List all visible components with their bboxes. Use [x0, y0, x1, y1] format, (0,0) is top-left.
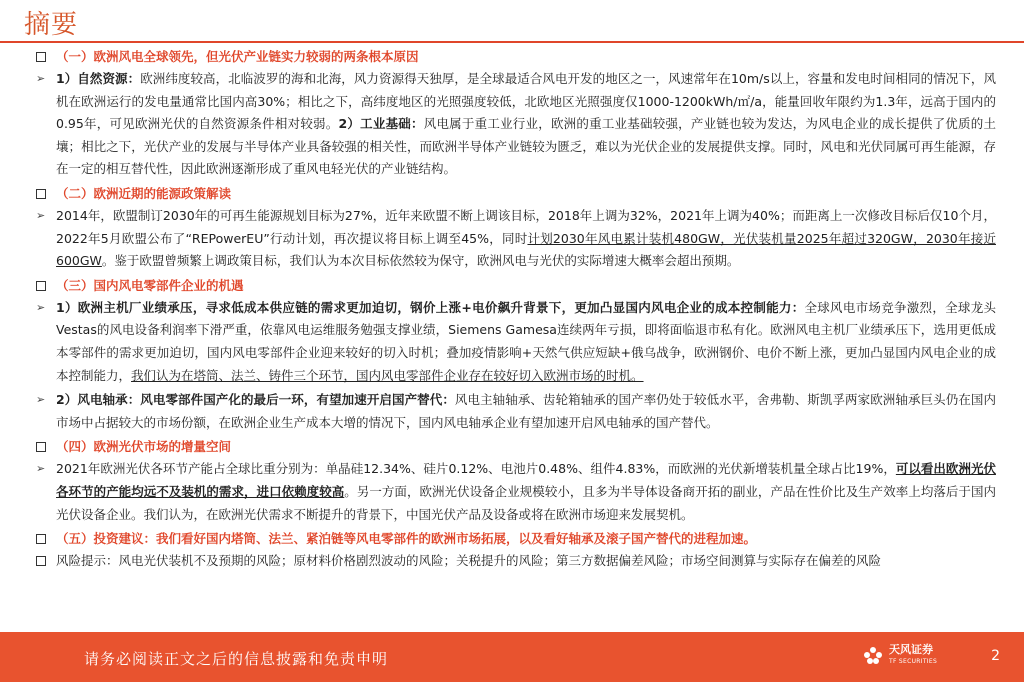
logo-cn: 天风证券 [889, 643, 933, 656]
disclaimer-text: 请务必阅读正文之后的信息披露和免责申明 [84, 650, 389, 668]
text-industry-base: 风电属于重工业行业，欧洲的重工业基础较强，产业链也较为发达，为风电企业的成长提供了优质的土壤；相比之下，光伏产业的发展与半导体产业具备较强的相关性，而欧洲半导体产业链较为匮乏，难以为光伏企业的发展提供支撑。同时，风电和光伏同属可再生能源，存在一定的相互替代性，因此欧洲逐渐形成了重风电轻光伏的产业链结构。 [56, 116, 996, 177]
text-oem-underlined: 我们认为在塔筒、法兰、铸件三个环节，国内风电零部件企业存在较好切入欧洲市场的时机。 [131, 367, 644, 383]
text-policy-a: 2014年，欧盟制订2030年的可再生能源规划目标为27%，近年来欧盟不断上调该目标，2018年上调为32%，2021年上调为40%；而距离上一次修改目标后仅10个月，2022年5月欧盟公布了“REPowerEU”行动计划，再次提议将目标上调至45%，同时 [56, 207, 996, 246]
arrow-bullet-icon: ➢ [36, 72, 46, 85]
paragraph-policy [36, 205, 996, 273]
risk-text-wrap [56, 550, 881, 572]
summary-content [36, 46, 996, 572]
subhead-bearings: 2）风电轴承：风电零部件国产化的最后一环，有望加速开启国产替代： [56, 392, 455, 408]
paragraph-text [56, 297, 996, 387]
text-bearings: 风电主轴轴承、齿轮箱轴承的国产率仍处于较低水平，舍弗勒、斯凯孚两家欧洲轴承巨头仍在国内市场中占据较大的市场份额，在欧洲企业生产成本大增的情况下，国内风电轴承企业有望加速开启风电轴承的国产替代。 [56, 392, 996, 430]
text-pv-c: 。另一方面，欧洲光伏设备企业规模较小，且多为半导体设备商开拓的副业，产品在性价比及生产效率上均落后于国内光伏设备企业。我们认为，在欧洲光伏需求不断提升的背景下，中国光伏产品及设备或将在欧洲市场迎来发展契机。 [56, 483, 996, 522]
text-pv-underlined: 可以看出欧洲光伏各环节的产能均远不及装机的需求，进口依赖度较高 [56, 461, 996, 499]
page-title: 摘要 [24, 10, 79, 40]
risk-notice [36, 550, 996, 572]
square-bullet-icon [36, 189, 46, 199]
risk-text: 风电光伏装机不及预期的风险；原材料价格剧烈波动的风险；关税提升的风险；第三方数据偏差风险；市场空间测算与实际存在偏差的风险 [118, 553, 882, 569]
section-heading-text: （一）欧洲风电全球领先，但光伏产业链实力较弱的两条根本原因 [56, 49, 419, 64]
subhead-industry-base: 2）工业基础： [338, 116, 424, 132]
subhead-natural-resources: 1）自然资源： [56, 71, 141, 86]
section-heading-text: （五）投资建议：我们看好国内塔筒、法兰、紧泊链等风电零部件的欧洲市场拓展，以及看好轴承及滚子国产替代的进程加速。 [56, 531, 757, 547]
subhead-oem-pressure: 1）欧洲主机厂业绩承压，寻求低成本供应链的需求更加迫切，钢价上涨+电价飙升背景下，更加凸显国内风电企业的成本控制能力： [56, 299, 805, 315]
section-heading-1 [36, 46, 996, 68]
section-heading-4 [36, 436, 996, 458]
section-heading-text: （四）欧洲光伏市场的增量空间 [56, 439, 232, 455]
logo-flower-icon [862, 645, 884, 667]
company-logo [862, 644, 937, 668]
square-bullet-icon [36, 52, 46, 62]
arrow-bullet-icon: ➢ [36, 393, 46, 407]
logo-text [889, 644, 937, 668]
paragraph-text [56, 68, 996, 181]
square-bullet-icon [36, 442, 46, 452]
risk-label: 风险提示： [56, 553, 119, 569]
square-bullet-icon [36, 534, 46, 544]
page-number: 2 [991, 648, 1000, 664]
footer-bar [0, 632, 1024, 682]
section-heading-5 [36, 528, 996, 550]
paragraph-pv-market [36, 458, 996, 526]
title-rule [0, 41, 1024, 43]
logo-en: TF SECURITIES [889, 658, 938, 665]
paragraph-text [56, 458, 996, 526]
section-heading-text: （二）欧洲近期的能源政策解读 [56, 185, 232, 201]
paragraph-bearings [36, 389, 996, 434]
text-oem-pressure: 全球风电市场竞争激烈，全球龙头Vestas的风电设备利润率下滑严重，依靠风电运维服务勉强支撑业绩，Siemens Gamesa连续两年亏损，即将面临退市私有化。欧洲风电主机厂业绩承压下，选用更低成本零部件的需求更加迫切，国内风电零部件企业迎来较好的切入时机；叠加疫情影响+天然气供应短缺+俄乌战争，欧洲钢价、电价不断上涨，更加凸显国内风电企业的成本控制能力， [56, 299, 996, 383]
section-heading-3 [36, 275, 996, 297]
text-policy-c: 。鉴于欧盟曾频繁上调政策目标，我们认为本次目标依然较为保守，欧洲风电与光伏的实际增速大概率会超出预期。 [101, 253, 740, 269]
arrow-bullet-icon: ➢ [36, 208, 46, 222]
section-heading-2 [36, 183, 996, 205]
text-natural-resources: 欧洲纬度较高，北临波罗的海和北海，风力资源得天独厚，是全球最适合风电开发的地区之一，风速常年在10m/s以上，容量和发电时间相同的情况下，风机在欧洲运行的发电量通常比国内高30%；相比之下，高纬度地区的光照强度较低，北欧地区光照强度仅1000-1200kWh/㎡/a，能量回收年限约为1.3年，远高于国内的0.95年，可见欧洲光伏的自然资源条件相对较弱。 [56, 71, 996, 132]
square-bullet-icon [36, 556, 46, 566]
arrow-bullet-icon: ➢ [36, 300, 46, 314]
square-bullet-icon [36, 281, 46, 291]
paragraph-natural-resources [36, 68, 996, 181]
paragraph-oem-pressure [36, 297, 996, 387]
paragraph-text [56, 389, 996, 434]
arrow-bullet-icon: ➢ [36, 462, 46, 476]
paragraph-text [56, 205, 996, 273]
section-heading-text: （三）国内风电零部件企业的机遇 [56, 277, 244, 293]
text-pv-a: 2021年欧洲光伏各环节产能占全球比重分别为：单晶硅12.34%、硅片0.12%、电池片0.48%、组件4.83%，而欧洲的光伏新增装机量全球占比19%， [56, 461, 896, 477]
text-policy-underlined: 计划2030年风电累计装机480GW，光伏装机量2025年超过320GW，2030年接近600GW [56, 230, 996, 269]
